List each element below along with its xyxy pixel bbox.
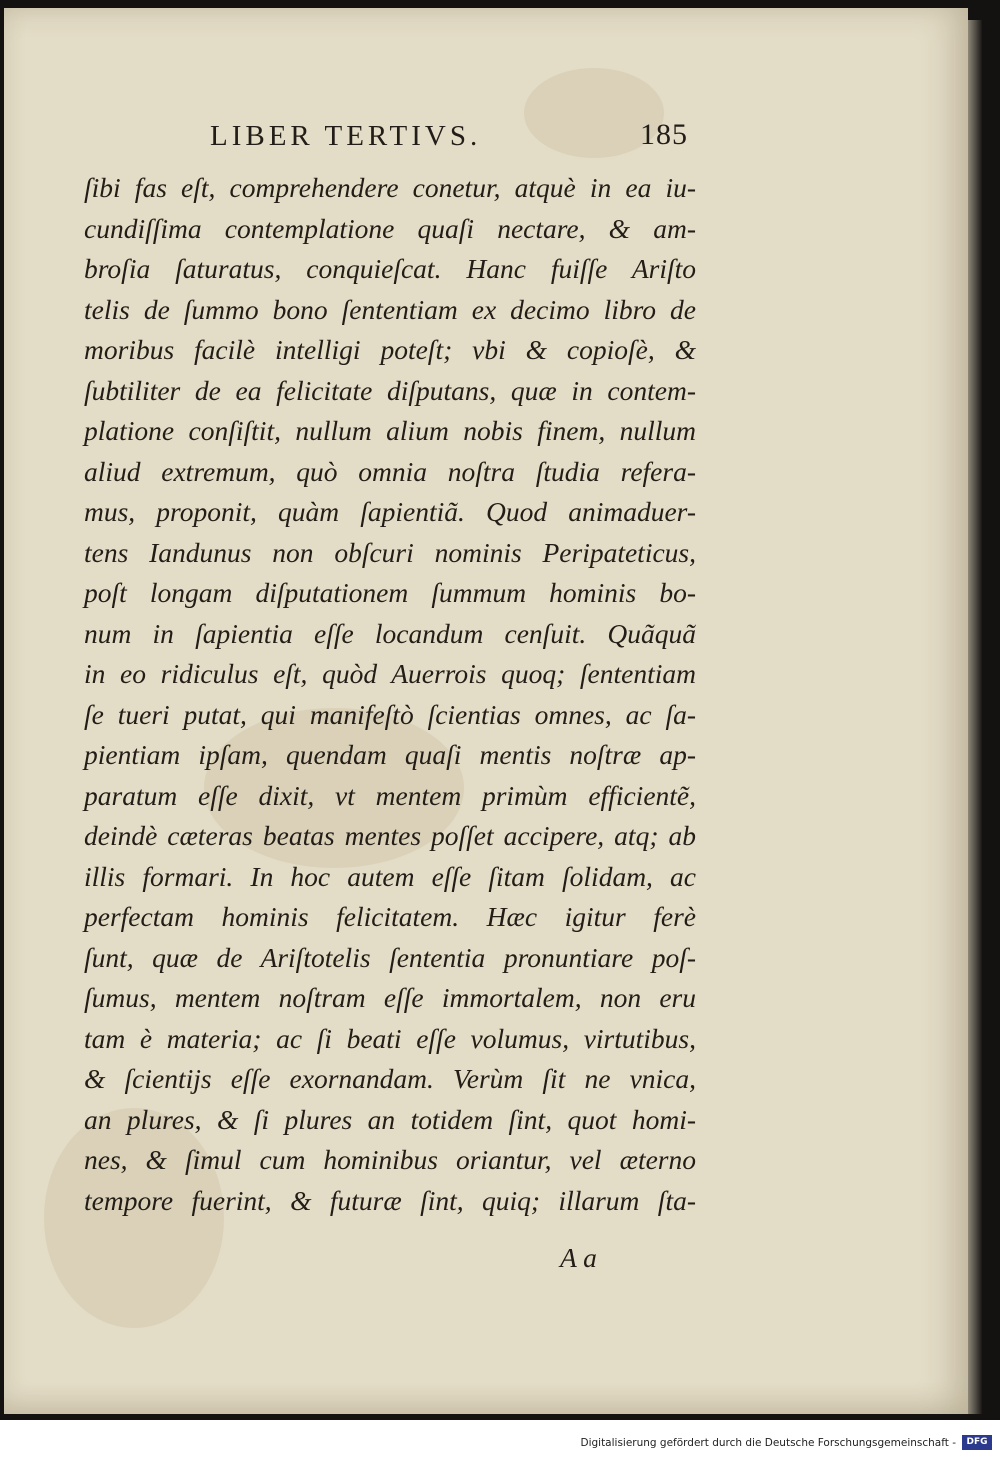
text-line: telis de ſummo bono ſententiam ex decimo libro de [84, 293, 696, 325]
text-line: mus, proponit, quàm ſapientiã. Quod animaduer- [84, 496, 696, 527]
text-line: illis formari. In hoc autem eſſe ſitam ſolidam, ac [84, 860, 696, 892]
book-page [4, 8, 968, 1414]
text-line: & ſcientijs eſſe exornandam. Verùm ſit ne vnica, [84, 1063, 696, 1094]
text-line: aliud extremum, quò omnia noſtra ſtudia refera- [84, 455, 696, 487]
text-line: broſia ſaturatus, conquieſcat. Hanc fuiſſe Ariſto [84, 253, 696, 284]
text-line: ſibi fas eſt, comprehendere conetur, atquè in ea iu- [84, 172, 696, 203]
dfg-logo-icon: DFG [962, 1435, 992, 1450]
text-line: poſt longam diſputationem ſummum hominis bo- [84, 577, 696, 608]
text-line: ſunt, quæ de Ariſtotelis ſententia pronuntiare poſ- [84, 941, 696, 973]
text-line: paratum eſſe dixit, vt mentem primùm efficientẽ, [84, 779, 696, 811]
text-line: tens Iandunus non obſcuri nominis Peripateticus, [84, 536, 696, 568]
page-number: 185 [640, 118, 688, 151]
text-line: cundiſſima contemplatione quaſi nectare, & am- [84, 212, 696, 244]
text-line: nes, & ſimul cum hominibus oriantur, vel æterno [84, 1144, 696, 1175]
footer-strip [0, 1420, 1000, 1465]
text-line: platione conſiſtit, nullum alium nobis finem, nullum [84, 415, 696, 446]
text-line: ſubtiliter de ea felicitate diſputans, quæ in contem- [84, 374, 696, 406]
text-line: tam è materia; ac ſi beati eſſe volumus, virtutibus, [84, 1022, 696, 1054]
funding-credit: Digitalisierung gefördert durch die Deutsche Forschungsgemeinschaft - [580, 1437, 956, 1449]
text-line: ſe tueri putat, qui manifeſtò ſcientias omnes, ac ſa- [84, 698, 696, 730]
body-text [84, 168, 706, 1221]
text-line: deindè cæteras beatas mentes poſſet accipere, atq; ab [84, 820, 696, 851]
text-line: in eo ridiculus eſt, quòd Auerrois quoq; ſententiam [84, 658, 696, 689]
catchword: A a [560, 1242, 597, 1273]
text-line: num in ſapientia eſſe locandum cenſuit. Quãquã [84, 617, 696, 649]
text-line: ſumus, mentem noſtram eſſe immortalem, non eru [84, 982, 696, 1013]
text-line: tempore fuerint, & futuræ ſint, quiq; illarum ſta- [84, 1184, 696, 1216]
text-line: an plures, & ſi plures an totidem ſint, quot homi- [84, 1103, 696, 1135]
page-edge [968, 20, 982, 1414]
running-head [4, 112, 968, 162]
text-line: pientiam ipſam, quendam quaſi mentis noſtræ ap- [84, 739, 696, 770]
running-title: LIBER TERTIVS. [210, 120, 482, 152]
text-line: perfectam hominis felicitatem. Hæc igitur ferè [84, 901, 696, 932]
text-line: moribus facilè intelligi poteſt; vbi & copioſè, & [84, 334, 696, 365]
